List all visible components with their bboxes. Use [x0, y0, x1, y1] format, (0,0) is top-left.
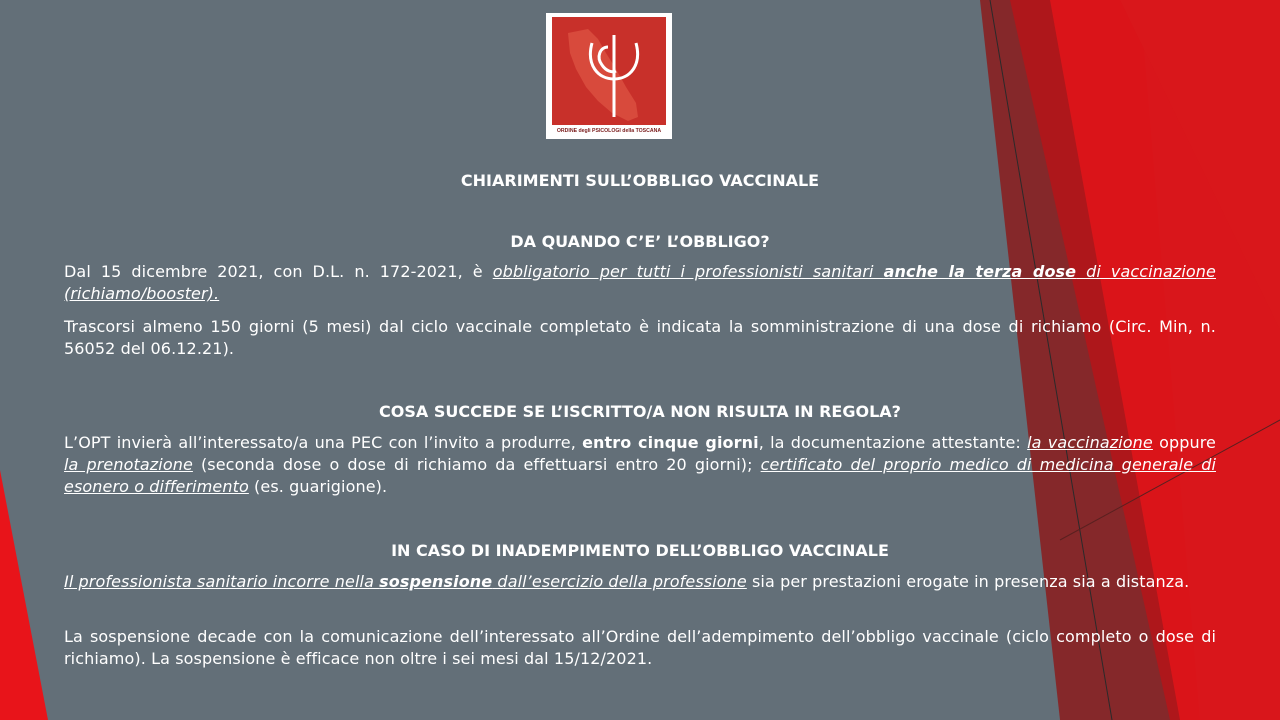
- section2-paragraph1: [64, 432, 1216, 498]
- s2p1-text6: la prenotazione: [64, 455, 193, 474]
- s2p1-text7: (seconda dose o dose di richiamo da effettuarsi entro 20 giorni);: [192, 455, 761, 474]
- section3-paragraph2: La sospensione decade con la comunicazione dell’interessato all’Ordine dell’adempimento dell’obbligo vaccinale (ciclo completo o dose di richiamo). La sospensione è efficace non oltre i sei mesi dal 15/12/2021.: [64, 627, 1216, 668]
- s2p1-text8: certificato del proprio medico di medicina generale di esonero o differimento: [64, 455, 1216, 496]
- red-triangle-left: [0, 470, 48, 720]
- s2p1-text5: oppure: [1152, 433, 1216, 452]
- s2p1-text1: L’OPT invierà all’interessato/a una PEC con l’invito a produrre,: [64, 433, 583, 452]
- section1-paragraph1: [64, 261, 1216, 305]
- s3p1-text1: Il professionista sanitario incorre nella: [64, 572, 380, 591]
- section3-heading: IN CASO DI INADEMPIMENTO DELL’OBBLIGO VACCINALE: [391, 541, 889, 560]
- s3p1-text4: sia per prestazioni erogate in presenza sia a distanza.: [746, 572, 1190, 591]
- s3p1-text2: sospensione: [379, 572, 493, 591]
- logo: [546, 13, 672, 139]
- logo-caption: ORDINE degli PSICOLOGI della TOSCANA: [556, 128, 662, 134]
- section1-heading: DA QUANDO C’E’ L’OBBLIGO?: [510, 232, 770, 251]
- section2-heading: COSA SUCCEDE SE L’ISCRITTO/A NON RISULTA IN REGOLA?: [379, 402, 901, 421]
- s2p1-text3: , la documentazione attestante:: [758, 433, 1028, 452]
- s1p1-text1: Dal 15 dicembre 2021, con D.L. n. 172-2021, è: [64, 262, 493, 281]
- s2p1-text9: (es. guarigione).: [248, 477, 388, 496]
- slide-title: CHIARIMENTI SULL’OBBLIGO VACCINALE: [460, 171, 820, 190]
- s2p1-text4: la vaccinazione: [1027, 433, 1153, 452]
- s1p1-text2: obbligatorio per tutti i professionisti sanitari: [492, 262, 884, 281]
- section3-paragraph1: [64, 571, 1216, 593]
- s3p1-text3: dall’esercizio della professione: [492, 572, 747, 591]
- section1-paragraph2: Trascorsi almeno 150 giorni (5 mesi) dal ciclo vaccinale completato è indicata la somministrazione di una dose di richiamo (Circ. Min, n. 56052 del 06.12.21).: [64, 317, 1216, 358]
- s1p1-text3: anche la terza dose: [883, 262, 1077, 281]
- s1p1-text4: di vaccinazione (richiamo/booster).: [64, 262, 1216, 303]
- s2p1-text2: entro cinque giorni: [582, 433, 759, 452]
